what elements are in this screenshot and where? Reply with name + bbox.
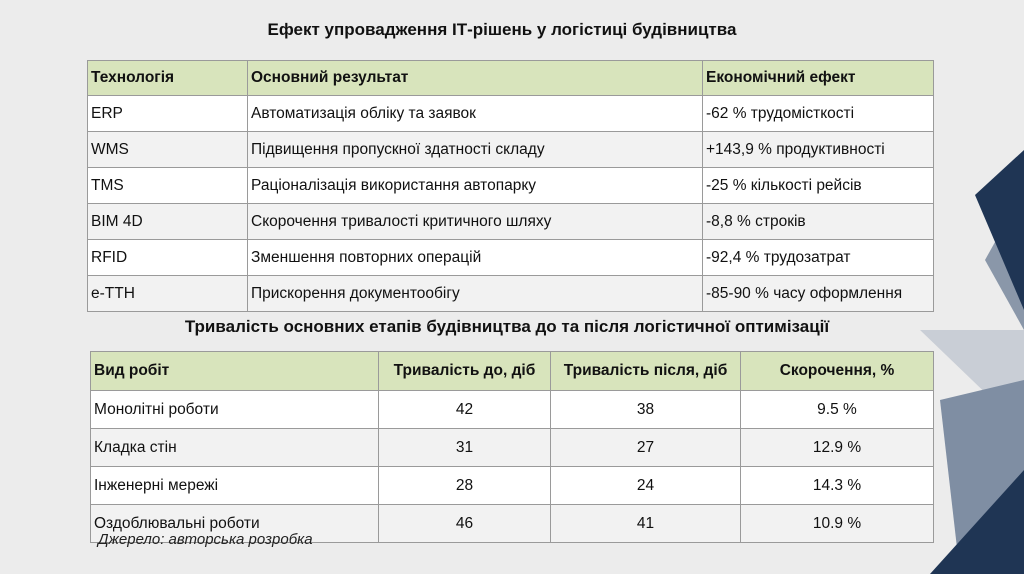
- table-row: [91, 391, 934, 429]
- table-cell: 9.5 %: [741, 391, 934, 429]
- table-cell: 14.3 %: [741, 467, 934, 505]
- column-header: Тривалість після, діб: [551, 352, 741, 391]
- table-row: [88, 168, 934, 204]
- source-note: Джерело: авторська розробка: [98, 531, 313, 548]
- table-cell: 27: [551, 429, 741, 467]
- table-cell: Монолітні роботи: [91, 391, 379, 429]
- table-cell: 24: [551, 467, 741, 505]
- table-row: [88, 204, 934, 240]
- header-row: [91, 352, 934, 391]
- table-cell: -92,4 % трудозатрат: [703, 240, 934, 276]
- table-cell: ERP: [88, 96, 248, 132]
- table-cell: e-TTH: [88, 276, 248, 312]
- header-row: [88, 61, 934, 96]
- duration-table-title: Тривалість основних етапів будівництва до та після логістичної оптимізації: [184, 317, 830, 336]
- construction-duration-table: [90, 351, 934, 543]
- tech-table-title: Ефект упровадження ІТ-рішень у логістиці будівництва: [267, 20, 737, 39]
- table-row: [91, 429, 934, 467]
- table-cell: BIM 4D: [88, 204, 248, 240]
- table-cell: Підвищення пропускної здатності складу: [248, 132, 703, 168]
- column-header: Скорочення, %: [741, 352, 934, 391]
- table-cell: -62 % трудомісткості: [703, 96, 934, 132]
- column-header: Економічний ефект: [703, 61, 934, 96]
- table-cell: -25 % кількості рейсів: [703, 168, 934, 204]
- table-cell: Зменшення повторних операцій: [248, 240, 703, 276]
- table-cell: 28: [379, 467, 551, 505]
- table-cell: -85-90 % часу оформлення: [703, 276, 934, 312]
- table-row: [88, 132, 934, 168]
- table-cell: Кладка стін: [91, 429, 379, 467]
- table-cell: Скорочення тривалості критичного шляху: [248, 204, 703, 240]
- table-cell: 31: [379, 429, 551, 467]
- table-cell: 10.9 %: [741, 505, 934, 543]
- table-cell: 12.9 %: [741, 429, 934, 467]
- table-cell: +143,9 % продуктивності: [703, 132, 934, 168]
- table-cell: -8,8 % строків: [703, 204, 934, 240]
- table-cell: Інженерні мережі: [91, 467, 379, 505]
- table-cell: Раціоналізація використання автопарку: [248, 168, 703, 204]
- column-header: Технологія: [88, 61, 248, 96]
- column-header: Вид робіт: [91, 352, 379, 391]
- table-cell: TMS: [88, 168, 248, 204]
- column-header: Тривалість до, діб: [379, 352, 551, 391]
- table-row: [88, 276, 934, 312]
- table-row: [88, 240, 934, 276]
- table-cell: 41: [551, 505, 741, 543]
- table-row: [91, 467, 934, 505]
- column-header: Основний результат: [248, 61, 703, 96]
- table-cell: 46: [379, 505, 551, 543]
- table-cell: Прискорення документообігу: [248, 276, 703, 312]
- it-solutions-table: [87, 60, 934, 312]
- table-cell: 38: [551, 391, 741, 429]
- table-cell: 42: [379, 391, 551, 429]
- table-cell: Оздоблювальні роботи: [91, 505, 379, 543]
- table-cell: Автоматизація обліку та заявок: [248, 96, 703, 132]
- table-cell: WMS: [88, 132, 248, 168]
- table-cell: RFID: [88, 240, 248, 276]
- table-row: [88, 96, 934, 132]
